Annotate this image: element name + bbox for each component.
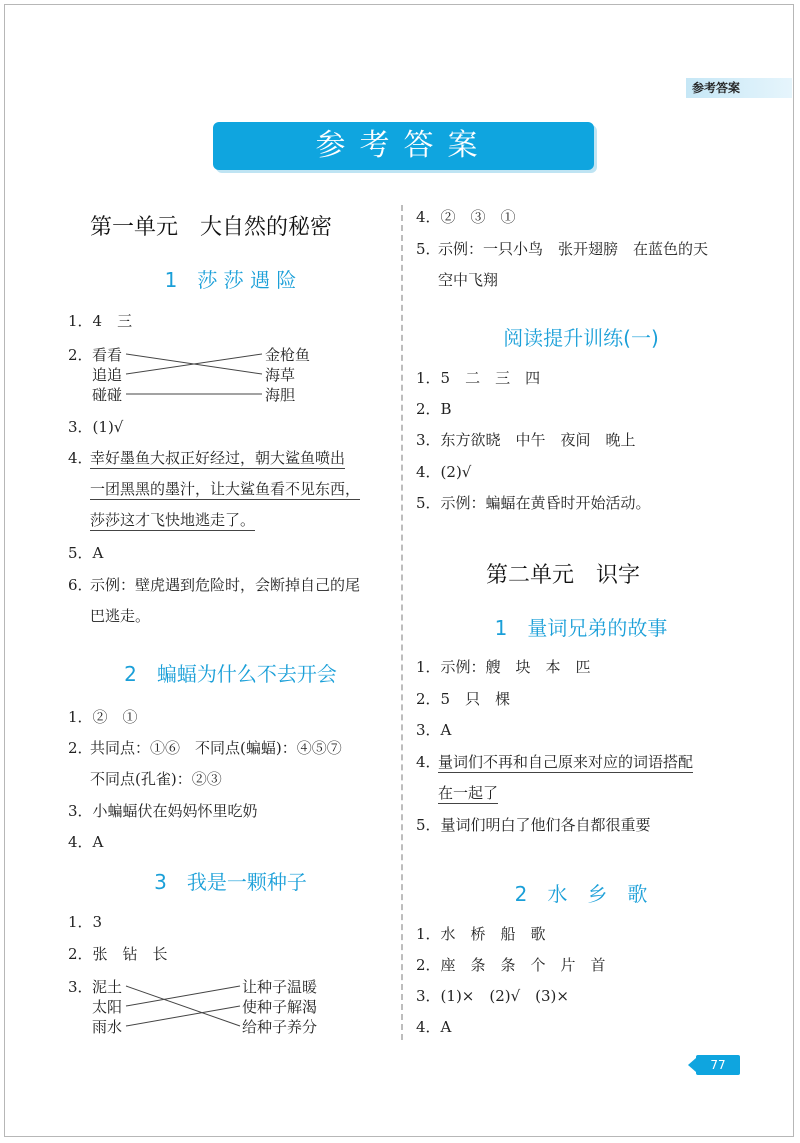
l3-match-left-2: 太阳 — [92, 998, 123, 1016]
l1-answer-5: 5．A — [68, 544, 104, 562]
lesson2-title: 2 蝙蝠为什么不去开会 — [124, 662, 337, 686]
u2l1-answer-4: 4．量词们不再和自己原来对应的词语搭配 在一起了 — [416, 753, 694, 802]
u2l1-answer-2: 2．5 只 棵 — [416, 690, 511, 708]
l1-a4-line-2: 一团黑黑的墨汁，让大鲨鱼看不见东西， — [90, 480, 361, 498]
u2l2-answer-1: 1．水 桥 船 歌 — [416, 925, 546, 943]
l3-match-right-1: 让种子温暖 — [242, 978, 318, 996]
reading-answer-1: 1．5 二 三 四 — [416, 369, 541, 387]
page-number: 77 — [696, 1055, 740, 1075]
l3-match-right-3: 给种子养分 — [242, 1018, 318, 1036]
lesson3-title: 3 我是一颗种子 — [154, 870, 307, 894]
l2-answer-3: 3．小蝙蝠伏在妈妈怀里吃奶 — [68, 802, 258, 820]
reading-answer-5: 5．示例：蝙蝠在黄昏时开始活动。 — [416, 494, 651, 512]
l1-matching — [68, 340, 393, 410]
l3-match-left-1: 泥土 — [92, 978, 123, 996]
unit1-title: 第一单元 大自然的秘密 — [90, 215, 333, 240]
l2-answer-2: 2．共同点：①⑥ 不同点(蝙蝠)：④⑤⑦ 不同点(孔雀)：②③ — [68, 739, 342, 788]
u2l1-answer-5: 5．量词们明白了他们各自都很重要 — [416, 816, 651, 834]
l1-match-lines — [68, 340, 393, 410]
l3-match-left-3: 雨水 — [92, 1018, 123, 1036]
u2l1-answer-1: 1．示例：艘 块 本 匹 — [416, 658, 591, 676]
u2l2-answer-2: 2．座 条 条 个 片 首 — [416, 956, 606, 974]
l1-match-left-2: 追追 — [92, 366, 123, 384]
l1-match-right-1: 金枪鱼 — [265, 346, 311, 364]
l3-matching — [68, 974, 393, 1044]
reading-answer-2: 2．B — [416, 400, 452, 418]
cont-answer-4: 4．② ③ ① — [416, 208, 516, 226]
l1-a4-line-3: 莎莎这才飞快地逃走了。 — [90, 511, 256, 529]
l1-match-num: 2． — [68, 346, 93, 364]
l3-answer-2: 2．张 钻 长 — [68, 945, 168, 963]
l1-answer-1: 1．4 三 — [68, 312, 133, 330]
reading-answer-4: 4．(2)√ — [416, 463, 472, 481]
u2l2-answer-3: 3．(1)× (2)√ (3)× — [416, 987, 569, 1005]
u2-lesson2-title: 2 水 乡 歌 — [514, 882, 648, 906]
l1-match-left-1: 看看 — [92, 346, 123, 364]
l3-match-lines — [68, 974, 393, 1044]
u2l1-answer-3: 3．A — [416, 721, 452, 739]
l1-a4-line-1: 幸好墨鱼大叔正好经过，朝大鲨鱼喷出 — [90, 449, 346, 467]
l3-match-num: 3． — [68, 978, 93, 996]
l2-answer-1: 1．② ① — [68, 708, 138, 726]
u2l1-a4-line-1: 量词们不再和自己原来对应的词语搭配 — [438, 753, 694, 771]
reading-answer-3: 3．东方欲晓 中午 夜间 晚上 — [416, 431, 636, 449]
unit2-title: 第二单元 识字 — [486, 563, 641, 588]
u2l1-a4-line-2: 在一起了 — [438, 784, 499, 802]
u2l2-answer-4: 4．A — [416, 1018, 452, 1036]
l1-match-right-3: 海胆 — [265, 386, 296, 404]
column-divider — [401, 205, 403, 1040]
u2-lesson1-title: 1 量词兄弟的故事 — [494, 616, 668, 640]
reading-title: 阅读提升训练(一) — [503, 326, 659, 350]
page-banner-title: 参考答案 — [213, 122, 594, 170]
l1-answer-3: 3．(1)√ — [68, 418, 124, 436]
l1-match-left-3: 碰碰 — [92, 386, 123, 404]
l3-match-right-2: 使种子解渴 — [242, 998, 318, 1016]
l1-answer-4: 4．幸好墨鱼大叔正好经过，朝大鲨鱼喷出 一团黑黑的墨汁，让大鲨鱼看不见东西， 莎莎这才飞快地逃走了。 — [68, 449, 361, 529]
corner-section-tab: 参考答案 — [686, 78, 792, 98]
l1-answer-6: 6．示例：壁虎遇到危险时，会断掉自己的尾 巴逃走。 — [68, 576, 361, 625]
page-number-arrow-icon — [688, 1058, 696, 1072]
l3-answer-1: 1．3 — [68, 913, 103, 931]
l1-match-right-2: 海草 — [265, 366, 296, 384]
cont-answer-5: 5．示例：一只小鸟 张开翅膀 在蓝色的天 空中飞翔 — [416, 240, 709, 289]
l2-answer-4: 4．A — [68, 833, 104, 851]
lesson1-title: 1 莎 莎 遇 险 — [164, 268, 297, 292]
